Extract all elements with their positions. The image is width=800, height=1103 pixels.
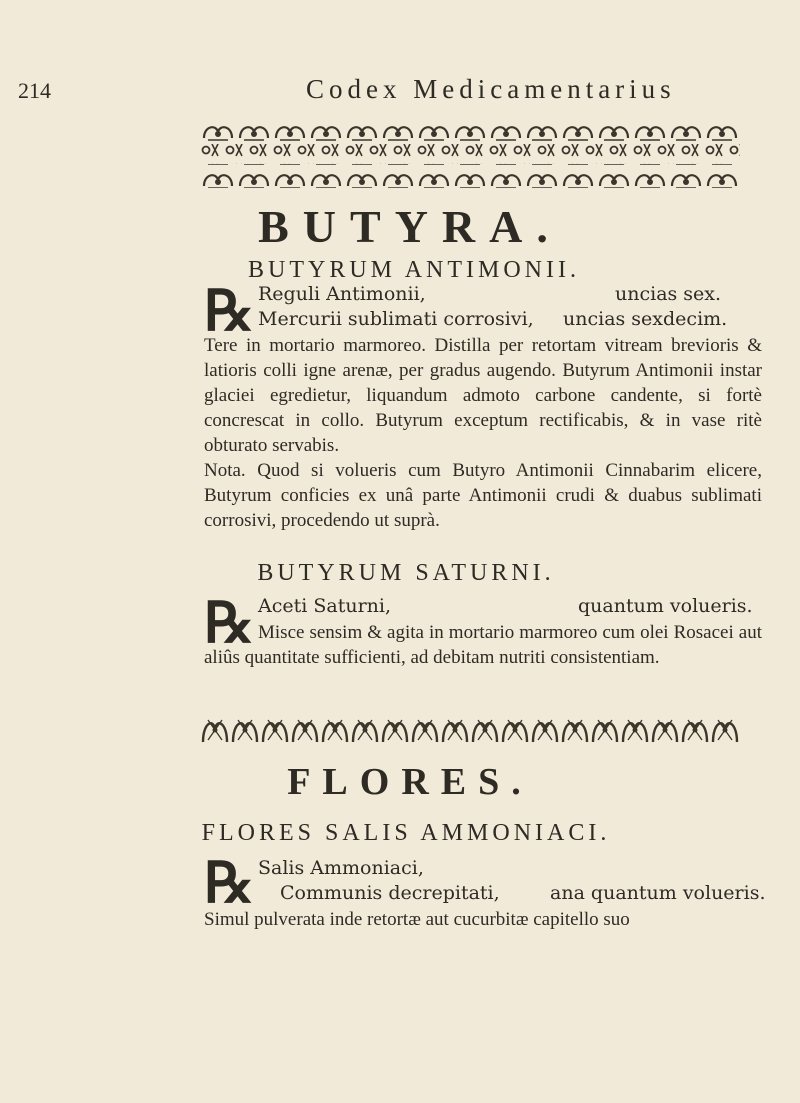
ornament-band-top [200, 120, 740, 190]
running-title: Codex Medicamentarius [306, 74, 676, 104]
ingredient-quantity: uncias sexdecim. [563, 308, 728, 330]
ornament-band-middle [200, 712, 740, 752]
running-head [0, 74, 800, 108]
ingredient-name: Reguli Antimonii, [258, 283, 426, 305]
recipe-title-flores-salis-ammoniaci: FLORES SALIS AMMONIACI. [201, 820, 611, 846]
section-title-butyra: BUTYRA. [258, 201, 562, 252]
ingredient-name: Communis decrepitati, [280, 882, 500, 904]
recipe-instructions: Tere in mortario marmoreo. Distilla per retortam vitream brevioris & latioris colli igne arenæ, per gradus augendo. Butyrum Antimonii instar glaciei egredietur, liquandum admoto carbone candente, si fortè concrescat in collo. Butyrum exceptum rectificabis, & in vase ritè obturato servabis. [204, 335, 762, 456]
ingredient-quantity: ana quantum volueris. [550, 882, 766, 904]
recipe-instructions: Simul pulverata inde retortæ aut cucurbitæ capitello suo [204, 909, 630, 930]
recipe-instructions: Misce sensim & agita in mortario marmoreo cum olei Rosacei aut aliûs quantitate sufficienti, ad debitam nutriti consistentiam. [204, 622, 762, 668]
ingredient-quantity: uncias sex. [615, 283, 722, 305]
recipe-title-butyrum-antimonii: BUTYRUM ANTIMONII. [248, 257, 580, 283]
section-title-flores: FLORES. [287, 761, 533, 803]
ingredient-quantity: quantum volueris. [578, 595, 753, 617]
ingredient-name: Salis Ammoniaci, [258, 857, 424, 879]
recipe-symbol: ℞ [204, 281, 255, 343]
recipe-symbol: ℞ [204, 853, 255, 915]
ingredient-name: Mercurii sublimati corrosivi, [258, 308, 534, 330]
recipe-note: Nota. Quod si volueris cum Butyro Antimonii Cinnabarim elicere, Butyrum conficies ex unâ parte Antimonii crudi & duabus sublimati corrosivi, procedendo ut suprà. [204, 460, 762, 531]
page-number: 214 [18, 78, 51, 103]
recipe-symbol: ℞ [204, 593, 255, 655]
ingredient-name: Aceti Saturni, [258, 595, 392, 617]
recipe-title-butyrum-saturni: BUTYRUM SATURNI. [257, 560, 555, 586]
